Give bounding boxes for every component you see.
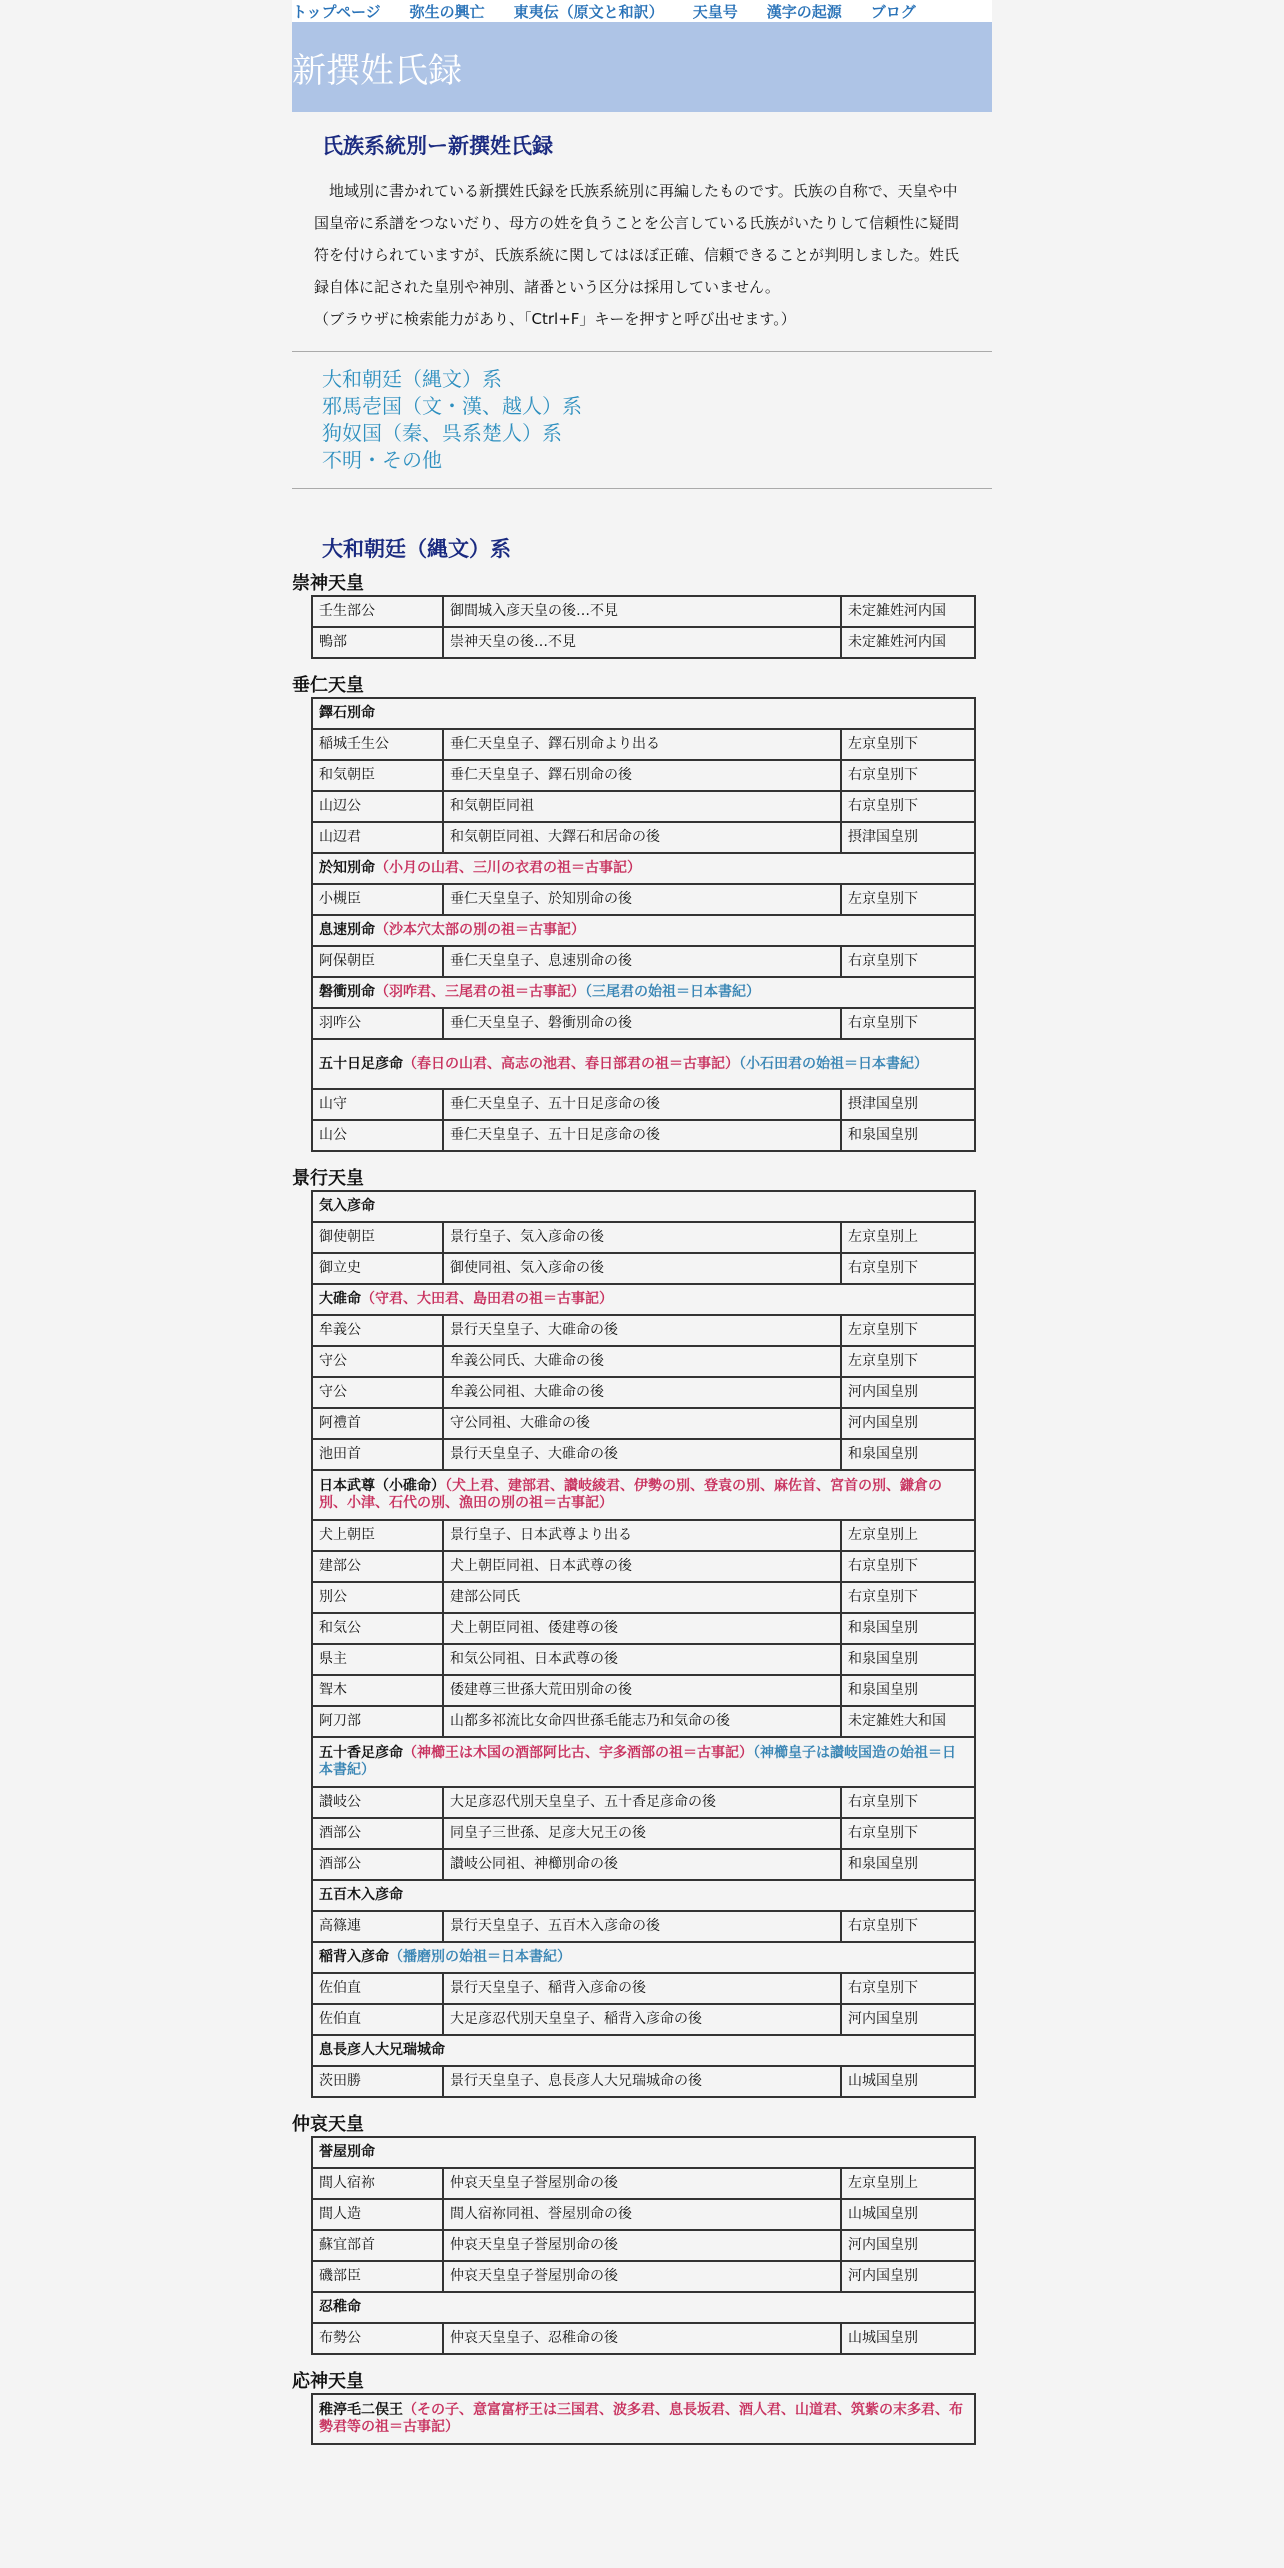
lineage-cell: 守公同祖、大碓命の後 [443, 1408, 841, 1439]
lineage-cell: 垂仁天皇皇子、五十日足彦命の後 [443, 1089, 841, 1120]
register-category-cell: 山城国皇別 [841, 2323, 975, 2354]
ancestor-row [312, 1470, 975, 1520]
intro-text [292, 175, 992, 335]
register-category-cell: 左京皇別上 [841, 1520, 975, 1551]
clan-name-cell: 和気公 [312, 1613, 443, 1644]
ancestor-name: 五百木入彦命 [319, 1887, 403, 1903]
clan-name-cell: 山公 [312, 1120, 443, 1151]
table-row [312, 1346, 975, 1377]
lineage-cell: 景行天皇皇子、五百木入彦命の後 [443, 1911, 841, 1942]
table-row [312, 884, 975, 915]
lineage-cell: 景行天皇皇子、息長彦人大兄瑞城命の後 [443, 2066, 841, 2097]
lineage-cell: 和気朝臣同祖、大鐸石和居命の後 [443, 822, 841, 853]
lineage-cell: 間人宿祢同祖、誉屋別命の後 [443, 2199, 841, 2230]
table-row [312, 1849, 975, 1880]
clan-table [311, 595, 976, 659]
ancestor-name: 磐衝別命 [319, 984, 375, 1000]
register-category-cell: 和泉国皇別 [841, 1613, 975, 1644]
register-category-cell: 右京皇別下 [841, 1818, 975, 1849]
ancestor-row [312, 977, 975, 1008]
lineage-cell: 御使同祖、気入彦命の後 [443, 1253, 841, 1284]
clan-table [311, 1190, 976, 2098]
register-category-cell: 右京皇別下 [841, 1008, 975, 1039]
ancestor-cell [312, 2394, 975, 2444]
clan-name-cell: 佐伯直 [312, 1973, 443, 2004]
clan-table [311, 697, 976, 1152]
toc-link[interactable]: 狗奴国（秦、呉系楚人）系 [322, 421, 562, 445]
clan-name-cell: 池田首 [312, 1439, 443, 1470]
ancestor-cell [312, 2292, 975, 2323]
lineage-cell: 讃岐公同祖、神櫛別命の後 [443, 1849, 841, 1880]
clan-name-cell: 山辺君 [312, 822, 443, 853]
site-banner [292, 22, 992, 112]
table-row [312, 1089, 975, 1120]
search-hint: （ブラウザに検索能力があり、「Ctrl+F」キーを押すと呼び出せます。） [314, 310, 796, 328]
clan-name-cell: 磯部臣 [312, 2261, 443, 2292]
top-navigation [292, 0, 992, 22]
table-row [312, 1439, 975, 1470]
ancestor-cell [312, 1470, 975, 1520]
clan-name-cell: 鴨部 [312, 627, 443, 658]
ancestor-name: 息長彦人大兄瑞城命 [319, 2042, 445, 2058]
clan-name-cell: 壬生部公 [312, 596, 443, 627]
lineage-cell: 山都多祁流比女命四世孫毛能志乃和気命の後 [443, 1706, 841, 1737]
ancestor-cell [312, 2035, 975, 2066]
clan-name-cell: 酒部公 [312, 1818, 443, 1849]
table-row [312, 2261, 975, 2292]
clan-name-cell: 酒部公 [312, 1849, 443, 1880]
clan-name-cell: 別公 [312, 1582, 443, 1613]
nihonshoki-note: （播磨別の始祖＝日本書紀） [389, 1949, 571, 1965]
clan-name-cell: 間人造 [312, 2199, 443, 2230]
emperor-sections [292, 573, 992, 2461]
table-row [312, 760, 975, 791]
register-category-cell: 河内国皇別 [841, 1377, 975, 1408]
clan-name-cell: 小槻臣 [312, 884, 443, 915]
kojiki-note: （沙本穴太部の別の祖＝古事記） [375, 922, 585, 938]
lineage-cell: 景行皇子、日本武尊より出る [443, 1520, 841, 1551]
lineage-cell: 垂仁天皇皇子、五十日足彦命の後 [443, 1120, 841, 1151]
ancestor-name: 息速別命 [319, 922, 375, 938]
register-category-cell: 左京皇別下 [841, 729, 975, 760]
register-category-cell: 右京皇別下 [841, 1911, 975, 1942]
clan-table [311, 2136, 976, 2355]
ancestor-row [312, 2035, 975, 2066]
ancestor-cell [312, 2137, 975, 2168]
ancestor-cell [312, 915, 975, 946]
ancestor-row [312, 853, 975, 884]
section-title: 氏族系統別ー新撰姓氏録 [322, 134, 553, 158]
table-row [312, 1120, 975, 1151]
table-row [312, 1706, 975, 1737]
register-category-cell: 未定雑姓河内国 [841, 596, 975, 627]
lineage-cell: 景行天皇皇子、稲背入彦命の後 [443, 1973, 841, 2004]
clan-name-cell: 守公 [312, 1377, 443, 1408]
clan-name-cell: 間人宿祢 [312, 2168, 443, 2199]
lineage-cell: 倭建尊三世孫大荒田別命の後 [443, 1675, 841, 1706]
clan-table [311, 2393, 976, 2445]
table-row [312, 2066, 975, 2097]
ancestor-row [312, 1191, 975, 1222]
toc-link[interactable]: 大和朝廷（縄文）系 [322, 367, 502, 391]
clan-name-cell: 和気朝臣 [312, 760, 443, 791]
ancestor-name: 五十香足彦命 [319, 1745, 403, 1761]
ancestor-cell [312, 1737, 975, 1787]
register-category-cell: 右京皇別下 [841, 1551, 975, 1582]
register-category-cell: 右京皇別下 [841, 1253, 975, 1284]
register-category-cell: 左京皇別上 [841, 2168, 975, 2199]
clan-name-cell: 高篠連 [312, 1911, 443, 1942]
ancestor-row [312, 2137, 975, 2168]
ancestor-name: 五十日足彦命 [319, 1055, 403, 1072]
ancestor-cell [312, 1191, 975, 1222]
lineage-cell: 景行皇子、気入彦命の後 [443, 1222, 841, 1253]
nihonshoki-note: （小石田君の始祖＝日本書紀） [739, 1055, 928, 1072]
register-category-cell: 和泉国皇別 [841, 1849, 975, 1880]
site-title: 新撰姓氏録 [292, 50, 462, 91]
register-category-cell: 左京皇別下 [841, 1346, 975, 1377]
ancestor-cell [312, 1284, 975, 1315]
lineage-cell: 垂仁天皇皇子、於知別命の後 [443, 884, 841, 915]
ancestor-name: 誉屋別命 [319, 2144, 375, 2160]
kojiki-note: （犬上君、建部君、讃岐綾君、伊勢の別、登袁の別、麻佐首、宮首の別、鎌倉の別、小津、石代の別、漁田の別の祖＝古事記） [319, 1478, 942, 1511]
register-category-cell: 左京皇別上 [841, 1222, 975, 1253]
table-row [312, 791, 975, 822]
table-row [312, 1008, 975, 1039]
ancestor-row [312, 2292, 975, 2323]
register-category-cell: 河内国皇別 [841, 2004, 975, 2035]
ancestor-cell [312, 1039, 975, 1089]
lineage-cell: 景行天皇皇子、大碓命の後 [443, 1439, 841, 1470]
register-category-cell: 河内国皇別 [841, 1408, 975, 1439]
clan-name-cell: 犬上朝臣 [312, 1520, 443, 1551]
table-row [312, 627, 975, 658]
table-row [312, 1973, 975, 2004]
kojiki-note: （羽咋君、三尾君の祖＝古事記） [375, 984, 585, 1000]
register-category-cell: 未定雑姓河内国 [841, 627, 975, 658]
kojiki-note: （春日の山君、高志の池君、春日部君の祖＝古事記） [403, 1055, 739, 1072]
table-row [312, 1377, 975, 1408]
ancestor-cell [312, 1880, 975, 1911]
lineage-cell: 和気朝臣同祖 [443, 791, 841, 822]
lineage-cell: 崇神天皇の後…不見 [443, 627, 841, 658]
nihonshoki-note: （神櫛皇子は讃岐国造の始祖＝日本書紀） [319, 1745, 956, 1778]
lineage-cell: 建部公同氏 [443, 1582, 841, 1613]
kojiki-note: （小月の山君、三川の衣君の祖＝古事記） [375, 860, 641, 876]
ancestor-name: 気入彦命 [319, 1198, 375, 1214]
register-category-cell: 左京皇別下 [841, 884, 975, 915]
table-row [312, 2168, 975, 2199]
emperor-heading: 崇神天皇 [292, 573, 364, 594]
clan-name-cell: 稲城壬生公 [312, 729, 443, 760]
clan-name-cell: 聟木 [312, 1675, 443, 1706]
lineage-cell: 犬上朝臣同祖、倭建尊の後 [443, 1613, 841, 1644]
table-row [312, 1787, 975, 1818]
ancestor-cell [312, 977, 975, 1008]
register-category-cell: 摂津国皇別 [841, 822, 975, 853]
nav-link[interactable]: 漢字の起源 [766, 2, 842, 21]
register-category-cell: 河内国皇別 [841, 2230, 975, 2261]
nav-link[interactable]: ブログ [870, 2, 916, 21]
clan-name-cell: 羽咋公 [312, 1008, 443, 1039]
register-category-cell: 右京皇別下 [841, 1787, 975, 1818]
table-row [312, 729, 975, 760]
register-category-cell: 和泉国皇別 [841, 1439, 975, 1470]
lineage-cell: 同皇子三世孫、足彦大兄王の後 [443, 1818, 841, 1849]
ancestor-cell [312, 698, 975, 729]
clan-name-cell: 阿保朝臣 [312, 946, 443, 977]
ancestor-cell [312, 853, 975, 884]
table-row [312, 1520, 975, 1551]
ancestor-name: 稲背入彦命 [319, 1949, 389, 1965]
lineage-cell: 垂仁天皇皇子、息速別命の後 [443, 946, 841, 977]
register-category-cell: 和泉国皇別 [841, 1675, 975, 1706]
table-of-contents [292, 352, 992, 488]
register-category-cell: 河内国皇別 [841, 2261, 975, 2292]
lineage-cell: 御間城入彦天皇の後…不見 [443, 596, 841, 627]
table-row [312, 2004, 975, 2035]
clan-name-cell: 讃岐公 [312, 1787, 443, 1818]
toc-link[interactable]: 邪馬壱国（文・漢、越人）系 [322, 394, 582, 418]
lineage-cell: 仲哀天皇皇子誉屋別命の後 [443, 2230, 841, 2261]
kojiki-note: （神櫛王は木国の酒部阿比古、宇多酒部の祖＝古事記） [403, 1745, 753, 1761]
nihonshoki-note: （三尾君の始祖＝日本書紀） [585, 984, 760, 1000]
register-category-cell: 和泉国皇別 [841, 1120, 975, 1151]
emperor-heading: 景行天皇 [292, 1168, 364, 1189]
register-category-cell: 山城国皇別 [841, 2199, 975, 2230]
lineage-cell: 牟義公同氏、大碓命の後 [443, 1346, 841, 1377]
emperor-heading: 応神天皇 [292, 2371, 364, 2392]
register-category-cell: 右京皇別下 [841, 1973, 975, 2004]
lineage-cell: 垂仁天皇皇子、鐸石別命の後 [443, 760, 841, 791]
lineage-cell: 大足彦忍代別天皇皇子、五十香足彦命の後 [443, 1787, 841, 1818]
ancestor-name: 日本武尊（小碓命） [319, 1478, 445, 1494]
group-heading: 大和朝廷（縄文）系 [322, 537, 511, 561]
ancestor-row [312, 915, 975, 946]
ancestor-name: 忍稚命 [319, 2299, 361, 2315]
register-category-cell: 右京皇別下 [841, 791, 975, 822]
ancestor-cell [312, 1942, 975, 1973]
ancestor-row [312, 1880, 975, 1911]
ancestor-name: 稚渟毛二俣王 [319, 2402, 403, 2418]
nav-link[interactable]: トップページ [292, 2, 381, 21]
clan-name-cell: 守公 [312, 1346, 443, 1377]
clan-name-cell: 御立史 [312, 1253, 443, 1284]
table-row [312, 1551, 975, 1582]
emperor-heading: 垂仁天皇 [292, 675, 364, 696]
lineage-cell: 和気公同祖、日本武尊の後 [443, 1644, 841, 1675]
clan-name-cell: 阿刀部 [312, 1706, 443, 1737]
table-row [312, 1818, 975, 1849]
clan-name-cell: 佐伯直 [312, 2004, 443, 2035]
clan-name-cell: 茨田勝 [312, 2066, 443, 2097]
table-row [312, 2230, 975, 2261]
ancestor-row [312, 698, 975, 729]
ancestor-row [312, 1039, 975, 1089]
table-row [312, 1222, 975, 1253]
toc-link[interactable]: 不明・その他 [322, 448, 442, 472]
register-category-cell: 摂津国皇別 [841, 1089, 975, 1120]
table-row [312, 2199, 975, 2230]
kojiki-note: （その子、意富富杼王は三国君、波多君、息長坂君、酒人君、山道君、筑紫の末多君、布勢君等の祖＝古事記） [319, 2402, 963, 2435]
register-category-cell: 右京皇別下 [841, 760, 975, 791]
table-row [312, 1253, 975, 1284]
ancestor-row [312, 2394, 975, 2444]
table-row [312, 946, 975, 977]
lineage-cell: 垂仁天皇皇子、磐衝別命の後 [443, 1008, 841, 1039]
clan-name-cell: 建部公 [312, 1551, 443, 1582]
nav-link[interactable]: 東夷伝（原文と和訳） [513, 2, 664, 21]
nav-link[interactable]: 天皇号 [692, 2, 738, 21]
emperor-heading: 仲哀天皇 [292, 2114, 364, 2135]
clan-name-cell: 牟義公 [312, 1315, 443, 1346]
clan-name-cell: 阿禮首 [312, 1408, 443, 1439]
ancestor-name: 大碓命 [319, 1291, 361, 1307]
lineage-cell: 垂仁天皇皇子、鐸石別命より出る [443, 729, 841, 760]
ancestor-name: 鐸石別命 [319, 705, 375, 721]
lineage-cell: 仲哀天皇皇子誉屋別命の後 [443, 2168, 841, 2199]
table-row [312, 1644, 975, 1675]
page-content [292, 0, 992, 2461]
lineage-cell: 犬上朝臣同祖、日本武尊の後 [443, 1551, 841, 1582]
table-row [312, 1408, 975, 1439]
register-category-cell: 左京皇別下 [841, 1315, 975, 1346]
clan-name-cell: 布勢公 [312, 2323, 443, 2354]
ancestor-row [312, 1284, 975, 1315]
kojiki-note: （守君、大田君、島田君の祖＝古事記） [361, 1291, 613, 1307]
register-category-cell: 山城国皇別 [841, 2066, 975, 2097]
register-category-cell: 右京皇別下 [841, 1582, 975, 1613]
table-row [312, 1315, 975, 1346]
ancestor-name: 於知別命 [319, 860, 375, 876]
table-row [312, 1613, 975, 1644]
register-category-cell: 未定雑姓大和国 [841, 1706, 975, 1737]
table-row [312, 1675, 975, 1706]
intro-paragraph: 地域別に書かれている新撰姓氏録を氏族系統別に再編したものです。氏族の自称で、天皇や中国皇帝に系譜をつないだり、母方の姓を負うことを公言している氏族がいたりして信頼性に疑問符を付けられていますが、氏族系統に関してはほぼ正確、信頼できることが判明しました。姓氏録自体に記された皇別や神別、諸番という区分は採用していません。 [314, 182, 960, 296]
clan-name-cell: 山辺公 [312, 791, 443, 822]
lineage-cell: 仲哀天皇皇子誉屋別命の後 [443, 2261, 841, 2292]
ancestor-row [312, 1737, 975, 1787]
ancestor-row [312, 1942, 975, 1973]
clan-name-cell: 蘇宜部首 [312, 2230, 443, 2261]
clan-name-cell: 県主 [312, 1644, 443, 1675]
table-row [312, 1911, 975, 1942]
lineage-cell: 大足彦忍代別天皇皇子、稲背入彦命の後 [443, 2004, 841, 2035]
register-category-cell: 右京皇別下 [841, 946, 975, 977]
clan-name-cell: 山守 [312, 1089, 443, 1120]
table-row [312, 2323, 975, 2354]
table-row [312, 596, 975, 627]
lineage-cell: 景行天皇皇子、大碓命の後 [443, 1315, 841, 1346]
clan-name-cell: 御使朝臣 [312, 1222, 443, 1253]
nav-link[interactable]: 弥生の興亡 [409, 2, 485, 21]
table-row [312, 822, 975, 853]
table-row [312, 1582, 975, 1613]
lineage-cell: 牟義公同祖、大碓命の後 [443, 1377, 841, 1408]
register-category-cell: 和泉国皇別 [841, 1644, 975, 1675]
lineage-cell: 仲哀天皇皇子、忍稚命の後 [443, 2323, 841, 2354]
